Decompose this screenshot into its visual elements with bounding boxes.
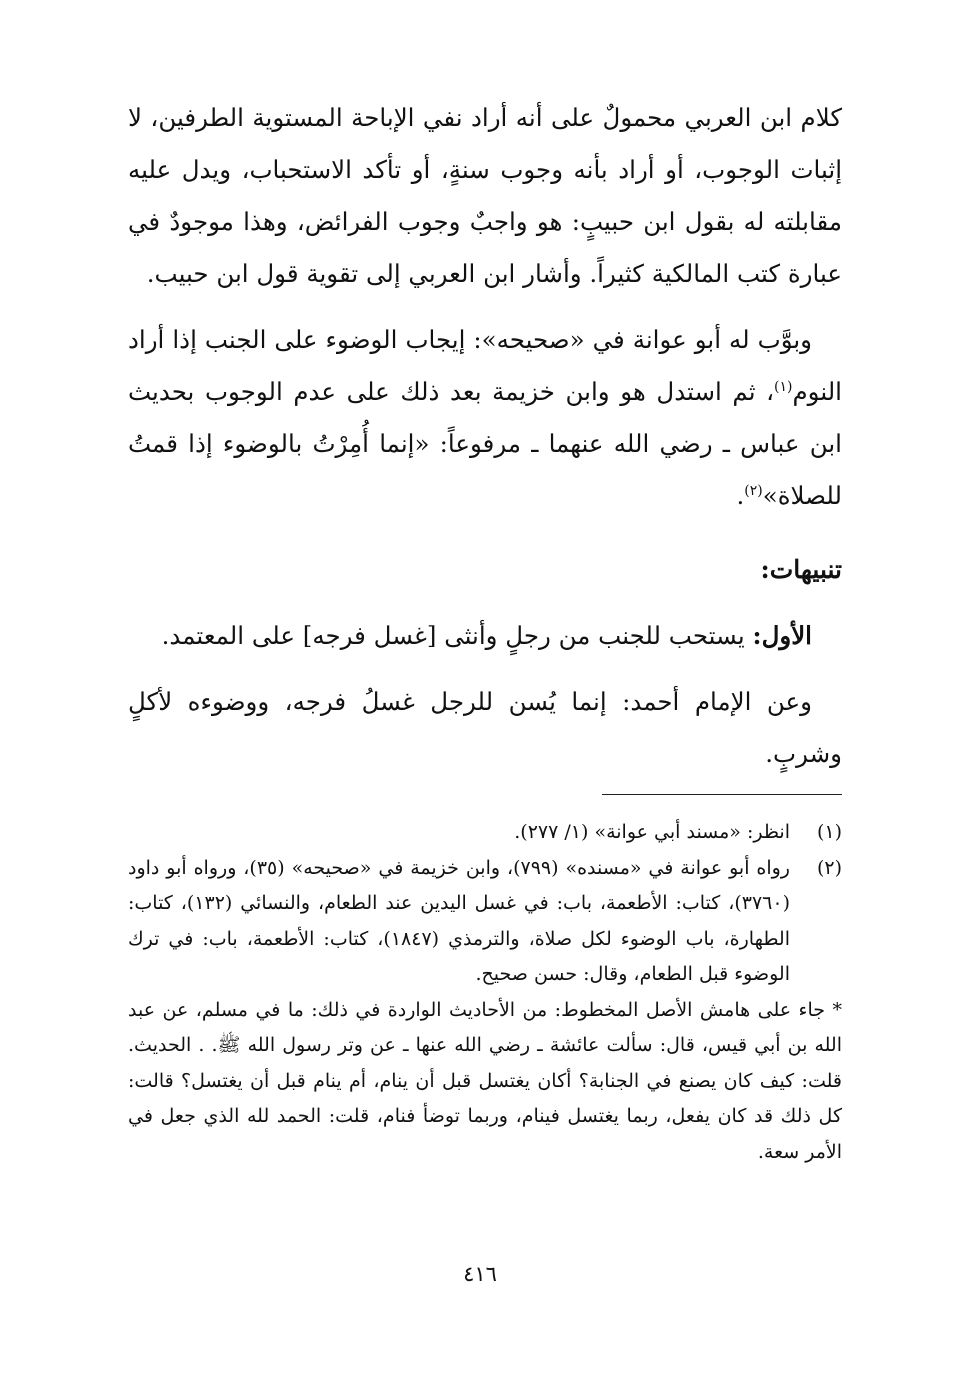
page-number: ٤١٦: [463, 1262, 497, 1286]
footnote-1-text: انظر: «مسند أبي عوانة» (١/ ٢٧٧).: [514, 821, 790, 843]
paragraph-2-part-2: ، ثم استدل هو وابن خزيمة بعد ذلك على عدم الوجوب بحديث ابن عباس ـ رضي الله عنهما ـ مرفوعاً: «إنما أُمِرْتُ بالوضوء إذا قمتُ للصلاة»: [128, 377, 842, 510]
section-heading: تنبيهات:: [760, 555, 842, 584]
footnote-1-number: (١): [816, 821, 842, 843]
paragraph-2-end: .: [736, 481, 745, 510]
footnote-2: [128, 851, 842, 993]
main-text: [128, 92, 842, 780]
paragraph-2-part-1: وبوَّب له أبو عوانة في «صحيحه»: إيجاب الوضوء على الجنب إذا أراد النوم: [128, 325, 842, 406]
footnote-ref-1[interactable]: (١): [774, 378, 793, 395]
page-body: [128, 92, 842, 1170]
paragraph-3: [128, 610, 842, 662]
footnote-divider: [602, 794, 842, 795]
paragraph-3-lead: الأول:: [752, 621, 812, 650]
footnotes: [128, 815, 842, 1170]
footnote-ref-2[interactable]: (٢): [744, 482, 763, 499]
margin-note: * جاء على هامش الأصل المخطوط: من الأحاديث الواردة في ذلك: ما في مسلم، عن عبد الله بن أبي قيس، قال: سألت عائشة ـ رضي الله عنها ـ عن وتر رسول الله ﷺ. . الحديث. قلت: كيف كان يصنع في الجنابة؟ أكان يغتسل قبل أن ينام، أم ينام قبل أن يغتسل؟ قالت: كل ذلك قد كان يفعل، ربما يغتسل فينام، وربما توضأ فنام، قلت: الحمد لله الذي جعل في الأمر سعة.: [128, 998, 842, 1163]
footnote-1: [128, 815, 842, 851]
footnote-2-text: رواه أبو عوانة في «مسنده» (٧٩٩)، وابن خزيمة في «صحيحه» (٣٥)، ورواه أبو داود (٣٧٦٠)، كتاب: الأطعمة، باب: في غسل اليدين عند الطعام، والنسائي (١٣٢)، كتاب: الطهارة، باب الوضوء لكل صلاة، والترمذي (١٨٤٧)، كتاب: الأطعمة، باب: في ترك الوضوء قبل الطعام، وقال: حسن صحيح.: [128, 856, 790, 985]
paragraph-3-text: يستحب للجنب من رجلٍ وأنثى [غسل فرجه] على المعتمد.: [161, 621, 753, 650]
paragraph-1: كلام ابن العربي محمولٌ على أنه أراد نفي الإباحة المستوية الطرفين، لا إثبات الوجوب، أو أراد بأنه وجوب سنةٍ، أو تأكد الاستحباب، ويدل عليه مقابلته له بقول ابن حبيبٍ: هو واجبٌ وجوب الفرائض، وهذا موجودٌ في عبارة كتب المالكية كثيراً. وأشار ابن العربي إلى تقوية قول ابن حبيب.: [128, 103, 842, 288]
paragraph-2: [128, 314, 842, 522]
footnote-2-number: (٢): [816, 856, 842, 879]
paragraph-4: وعن الإمام أحمد: إنما يُسن للرجل غسلُ فرجه، ووضوءه لأكلٍ وشربٍ.: [128, 687, 842, 768]
